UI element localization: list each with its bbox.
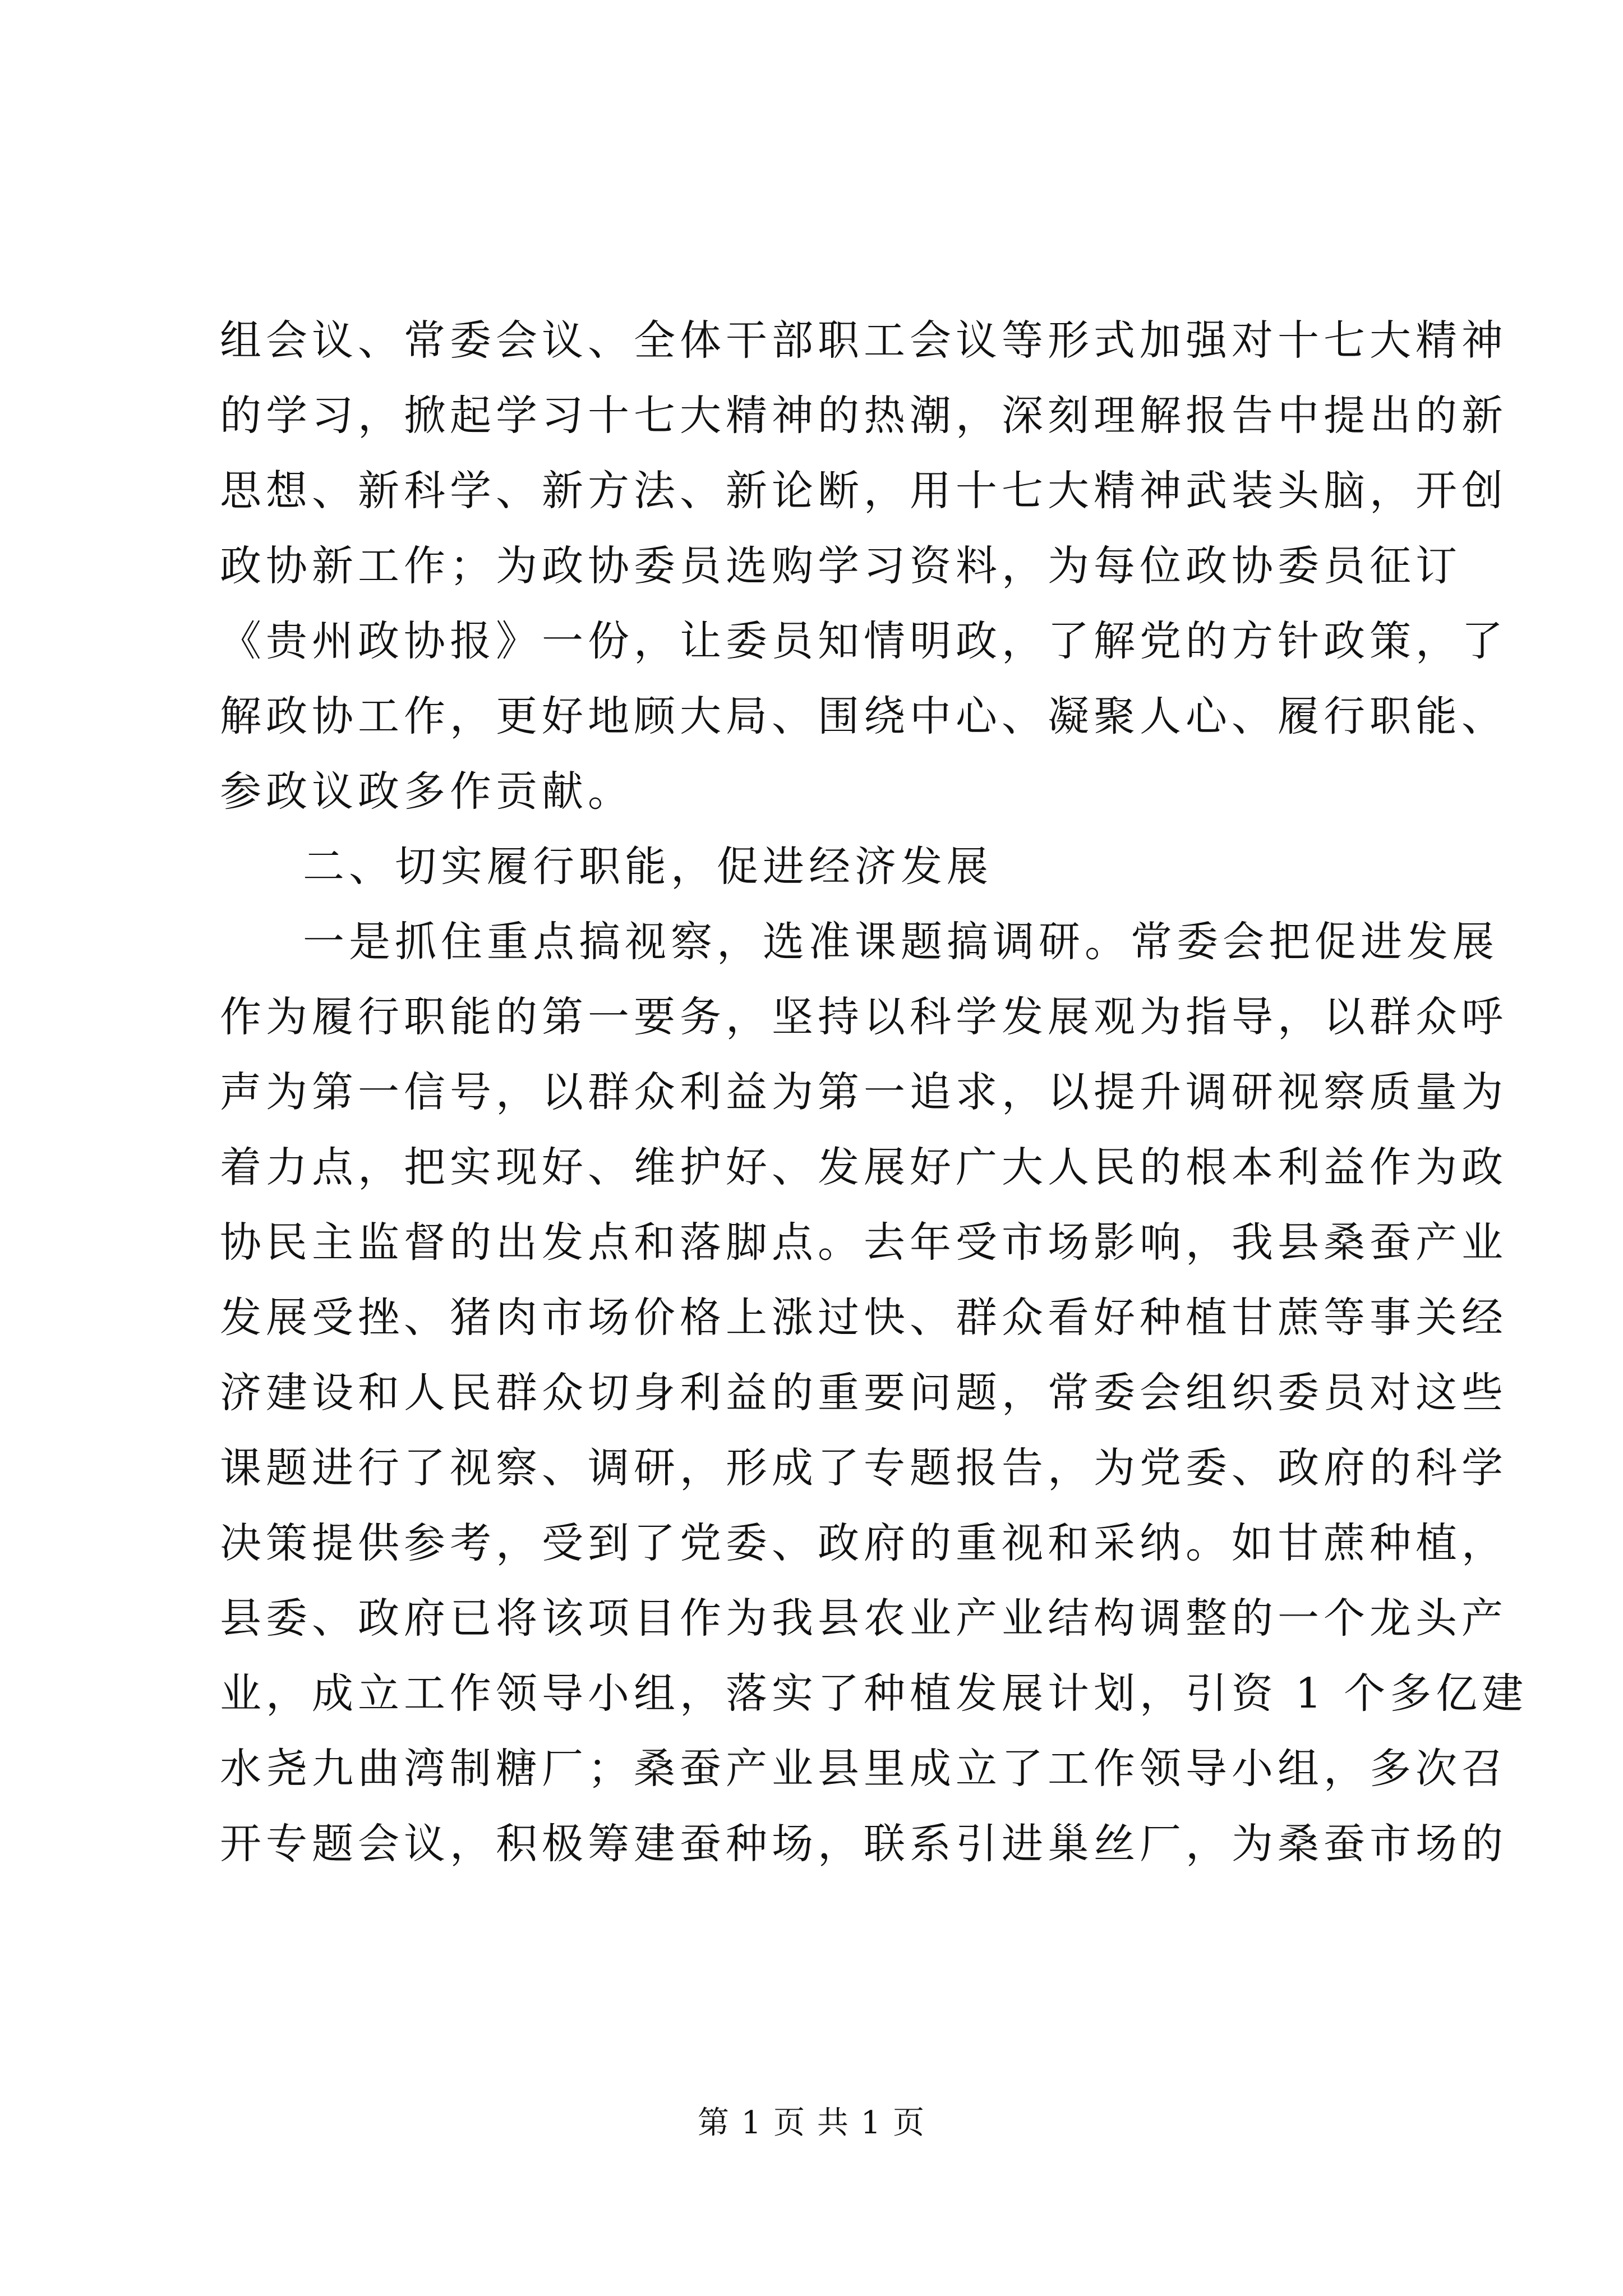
body-line: 组会议、常委会议、全体干部职工会议等形式加强对十七大精神: [220, 316, 1507, 365]
body-line: 参政议政多作贡献。: [220, 767, 634, 816]
body-line: 发展受挫、猪肉市场价格上涨过快、群众看好种植甘蔗等事关经: [220, 1294, 1507, 1342]
body-line: 《贵州政协报》一份，让委员知情明政，了解党的方针政策，了: [220, 617, 1507, 665]
body-line: 解政协工作，更好地顾大局、围绕中心、凝聚人心、履行职能、: [220, 692, 1507, 740]
document-body: [220, 303, 1528, 1881]
body-line: 声为第一信号，以群众利益为第一追求，以提升调研视察质量为: [220, 1068, 1507, 1116]
body-line: 思想、新科学、新方法、新论断，用十七大精神武装头脑，开创: [220, 467, 1507, 515]
body-line: 业，成立工作领导小组，落实了种植发展计划，引资 1 个多亿建: [220, 1669, 1528, 1718]
body-line: 着力点，把实现好、维护好、发展好广大人民的根本利益作为政: [220, 1143, 1507, 1191]
paragraph-first-line: 一是抓住重点搞视察，选准课题搞调研。常委会把促进发展: [303, 918, 1498, 966]
body-line: 作为履行职能的第一要务，坚持以科学发展观为指导，以群众呼: [220, 993, 1507, 1041]
body-line: 课题进行了视察、调研，形成了专题报告，为党委、政府的科学: [220, 1444, 1507, 1492]
section-heading: 二、切实履行职能，促进经济发展: [303, 843, 993, 891]
page-footer: [0, 2101, 1623, 2146]
page-number-label: 第 1 页 共 1 页: [697, 2105, 926, 2141]
body-line: 开专题会议，积极筹建蚕种场，联系引进巢丝厂，为桑蚕市场的: [220, 1820, 1507, 1868]
body-line: 决策提供参考，受到了党委、政府的重视和采纳。如甘蔗种植，: [220, 1519, 1507, 1567]
body-line: 政协新工作；为政协委员选购学习资料，为每位政协委员征订: [220, 542, 1461, 590]
body-line: 协民主监督的出发点和落脚点。去年受市场影响，我县桑蚕产业: [220, 1218, 1507, 1267]
body-line: 的学习，掀起学习十七大精神的热潮，深刻理解报告中提出的新: [220, 392, 1507, 440]
body-line: 水尧九曲湾制糖厂；桑蚕产业县里成立了工作领导小组，多次召: [220, 1745, 1507, 1793]
body-line: 济建设和人民群众切身利益的重要问题，常委会组织委员对这些: [220, 1369, 1507, 1417]
body-line: 县委、政府已将该项目作为我县农业产业结构调整的一个龙头产: [220, 1594, 1507, 1642]
